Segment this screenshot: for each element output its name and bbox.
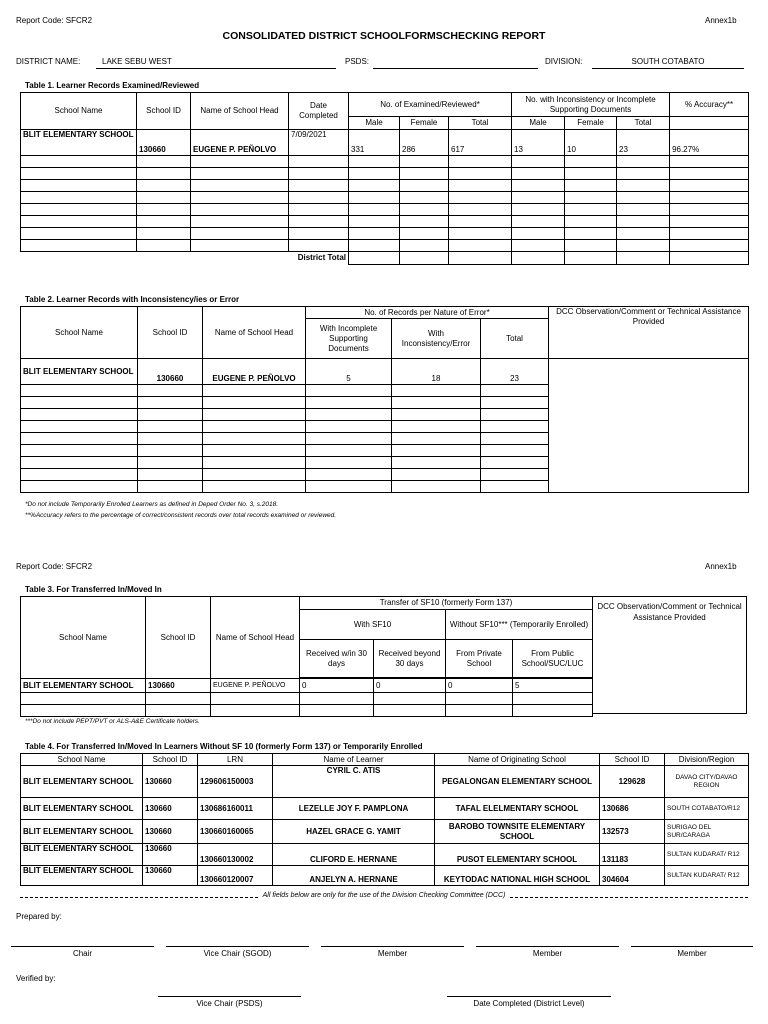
t4-origin-id: 304604 bbox=[600, 866, 665, 886]
t4-origin-id: 129628 bbox=[600, 766, 665, 798]
dcc-line-text-wrap bbox=[0, 892, 768, 899]
t2-h-head: Name of School Head bbox=[203, 307, 306, 359]
district-label: DISTRICT NAME: bbox=[16, 57, 81, 66]
psds-label: PSDS: bbox=[345, 57, 370, 66]
sig-chair[interactable] bbox=[11, 946, 154, 958]
t4-lrn: 130660130002 bbox=[198, 844, 273, 866]
t1-in-total: 23 bbox=[617, 130, 670, 156]
t3-h-within30: Received w/in 30 days bbox=[300, 640, 374, 678]
t3-empty-row bbox=[21, 693, 593, 705]
t2-h-school: School Name bbox=[21, 307, 138, 359]
t3-h-private: From Private School bbox=[446, 640, 513, 678]
t1-head: EUGENE P. PEÑOLVO bbox=[191, 130, 289, 156]
t1-h-school: School Name bbox=[21, 93, 137, 130]
page-title: CONSOLIDATED DISTRICT SCHOOLFORMSCHECKING REPORT bbox=[222, 30, 546, 42]
t3-h-transfer: Transfer of SF10 (formerly Form 137) bbox=[300, 597, 593, 610]
annex-label: Annex1b bbox=[705, 16, 737, 25]
sig-vice-chair-psds-label: Vice Chair (PSDS) bbox=[196, 999, 263, 1008]
t4-origin: PUSOT ELEMENTARY SCHOOL bbox=[435, 844, 600, 866]
table2-caption: Table 2. Learner Records with Inconsistency/ies or Error bbox=[25, 295, 240, 304]
t3-h-dcc: DCC Observation/Comment or Technical Assistance Provided bbox=[597, 602, 742, 622]
report-code: Report Code: SFCR2 bbox=[16, 16, 93, 25]
t1-h-female2: Female bbox=[565, 117, 617, 130]
t3-h-public: From Public School/SUC/LUC bbox=[513, 640, 593, 678]
t4-row bbox=[21, 866, 749, 886]
t3-dcc-box bbox=[592, 596, 747, 714]
t4-origin-id: 132573 bbox=[600, 820, 665, 844]
t4-id: 130660 bbox=[143, 820, 198, 844]
prepared-by-label: Prepared by: bbox=[16, 912, 62, 921]
sig-chair-label: Chair bbox=[72, 949, 93, 958]
report-code-2: Report Code: SFCR2 bbox=[16, 562, 93, 571]
t1-h-female: Female bbox=[400, 117, 449, 130]
t2-h-id: School ID bbox=[138, 307, 203, 359]
t4-id: 130660 bbox=[143, 798, 198, 820]
t4-learner: CLIFORD E. HERNANE bbox=[273, 844, 435, 866]
t4-lrn: 129606150003 bbox=[198, 766, 273, 798]
sig-date-completed-label: Date Completed (District Level) bbox=[473, 999, 585, 1008]
t1-h-id: School ID bbox=[137, 93, 191, 130]
t3-note: ***Do not include PEPT/PVT or ALS-A&E Certificate holders. bbox=[25, 718, 200, 725]
t2-total: 23 bbox=[481, 359, 549, 385]
dcc-line-text: All fields below are only for the use of the Division Checking Committee (DCC) bbox=[260, 892, 509, 899]
t4-learner: LEZELLE JOY F. PAMPLONA bbox=[273, 798, 435, 820]
annex-label-2: Annex1b bbox=[705, 562, 737, 571]
t2-h-records: No. of Records per Nature of Error* bbox=[306, 307, 549, 319]
t2-dcc-cell bbox=[549, 359, 749, 493]
t4-learner: HAZEL GRACE G. YAMIT bbox=[273, 820, 435, 844]
t4-h-school: School Name bbox=[21, 754, 143, 766]
t1-h-total: Total bbox=[449, 117, 512, 130]
table3 bbox=[20, 596, 593, 717]
t4-lrn: 130660120007 bbox=[198, 866, 273, 886]
table4-caption: Table 4. For Transferred In/Moved In Learners Without SF 10 (formerly Form 137) or Temporarily Enrolled bbox=[25, 742, 423, 751]
sig-vice-chair-sgod[interactable] bbox=[166, 946, 309, 958]
t2-incomplete: 5 bbox=[306, 359, 392, 385]
sig-member-2-label: Member bbox=[532, 949, 563, 958]
t3-h-head: Name of School Head bbox=[211, 597, 300, 679]
t1-data-row bbox=[21, 130, 749, 156]
note-2: **%Accuracy refers to the percentage of correct/consistent records over total records examined or reviewed. bbox=[25, 512, 337, 519]
t1-empty-row bbox=[21, 156, 749, 168]
t3-within30: 0 bbox=[300, 679, 374, 693]
division-label: DIVISION: bbox=[545, 57, 583, 66]
t1-district-total-row bbox=[21, 252, 749, 265]
sig-member-1[interactable] bbox=[321, 946, 464, 958]
t4-lrn: 130686160011 bbox=[198, 798, 273, 820]
t2-id: 130660 bbox=[138, 359, 203, 385]
table2 bbox=[20, 306, 749, 493]
t4-division: DAVAO CITY/DAVAO REGION bbox=[665, 766, 749, 798]
t4-h-id: School ID bbox=[143, 754, 198, 766]
t4-division: SULTAN KUDARAT/ R12 bbox=[665, 844, 749, 866]
t4-division: SOUTH COTABATO/R12 bbox=[665, 798, 749, 820]
t3-h-id: School ID bbox=[146, 597, 211, 679]
sig-vice-chair-sgod-label: Vice Chair (SGOD) bbox=[203, 949, 272, 958]
t3-h-without: Without SF10*** (Temporarily Enrolled) bbox=[446, 610, 593, 640]
t1-in-female: 10 bbox=[565, 130, 617, 156]
t4-origin: KEYTODAC NATIONAL HIGH SCHOOL bbox=[435, 866, 600, 886]
t3-h-beyond30: Received beyond 30 days bbox=[374, 640, 446, 678]
t4-h-lrn: LRN bbox=[198, 754, 273, 766]
sig-member-3[interactable] bbox=[631, 946, 753, 958]
t1-h-total2: Total bbox=[617, 117, 670, 130]
t4-row bbox=[21, 820, 749, 844]
t3-public: 5 bbox=[513, 679, 593, 693]
t1-empty-row bbox=[21, 168, 749, 180]
sig-member-2[interactable] bbox=[476, 946, 619, 958]
sig-vice-chair-psds[interactable] bbox=[158, 996, 301, 1008]
t2-head: EUGENE P. PEÑOLVO bbox=[203, 359, 306, 385]
t1-empty-row bbox=[21, 192, 749, 204]
t3-school: BLIT ELEMENTARY SCHOOL bbox=[21, 679, 146, 693]
division-value: SOUTH COTABATO bbox=[631, 57, 705, 66]
t1-empty-row bbox=[21, 228, 749, 240]
t2-school: BLIT ELEMENTARY SCHOOL bbox=[21, 359, 138, 385]
t1-h-date: Date Completed bbox=[289, 93, 349, 130]
t1-ex-female: 286 bbox=[400, 130, 449, 156]
t4-h-origin-id: School ID bbox=[600, 754, 665, 766]
table1 bbox=[20, 92, 749, 265]
t4-h-origin: Name of Originating School bbox=[435, 754, 600, 766]
t4-learner: ANJELYN A. HERNANE bbox=[273, 866, 435, 886]
t1-ex-male: 331 bbox=[349, 130, 400, 156]
division-field[interactable] bbox=[592, 57, 744, 69]
psds-field[interactable] bbox=[373, 57, 538, 69]
t4-h-division: Division/Region bbox=[665, 754, 749, 766]
t4-id: 130660 bbox=[143, 844, 198, 866]
t3-h-with: With SF10 bbox=[300, 610, 446, 640]
t3-head: EUGENE P. PEÑOLVO bbox=[211, 679, 300, 693]
t4-division: SULTAN KUDARAT/ R12 bbox=[665, 866, 749, 886]
t1-empty-row bbox=[21, 240, 749, 252]
t3-id: 130660 bbox=[146, 679, 211, 693]
t4-origin: PEGALONGAN ELEMENTARY SCHOOL bbox=[435, 766, 600, 798]
t1-h-head: Name of School Head bbox=[191, 93, 289, 130]
t1-h-acc: % Accuracy** bbox=[670, 93, 749, 117]
t4-origin-id: 130686 bbox=[600, 798, 665, 820]
t4-id: 130660 bbox=[143, 866, 198, 886]
t1-empty-row bbox=[21, 204, 749, 216]
t4-h-learner: Name of Learner bbox=[273, 754, 435, 766]
table3-caption: Table 3. For Transferred In/Moved In bbox=[25, 585, 162, 594]
t4-lrn: 130660160065 bbox=[198, 820, 273, 844]
t4-school: BLIT ELEMENTARY SCHOOL bbox=[21, 844, 143, 866]
t3-data-row bbox=[21, 679, 593, 693]
t1-empty-row bbox=[21, 180, 749, 192]
t4-row bbox=[21, 844, 749, 866]
t4-school: BLIT ELEMENTARY SCHOOL bbox=[21, 766, 143, 798]
t4-school: BLIT ELEMENTARY SCHOOL bbox=[21, 820, 143, 844]
district-value: LAKE SEBU WEST bbox=[102, 57, 172, 66]
t4-division: SURIGAO DEL SUR/CARAGA bbox=[665, 820, 749, 844]
t1-in-male: 13 bbox=[512, 130, 565, 156]
t1-h-male2: Male bbox=[512, 117, 565, 130]
t4-school: BLIT ELEMENTARY SCHOOL bbox=[21, 866, 143, 886]
t2-incons: 18 bbox=[392, 359, 481, 385]
t4-school: BLIT ELEMENTARY SCHOOL bbox=[21, 798, 143, 820]
t1-h-male: Male bbox=[349, 117, 400, 130]
t4-origin: BAROBO TOWNSITE ELEMENTARY SCHOOL bbox=[435, 820, 600, 844]
t1-acc: 96.27% bbox=[670, 130, 749, 156]
sig-date-completed[interactable] bbox=[447, 996, 611, 1008]
t3-beyond30: 0 bbox=[374, 679, 446, 693]
t2-h-incomplete: With Incomplete Supporting Documents bbox=[306, 319, 392, 359]
t2-h-incons: With Inconsistency/Error bbox=[392, 319, 481, 359]
t4-id: 130660 bbox=[143, 766, 198, 798]
verified-by-label: Verified by: bbox=[16, 974, 56, 983]
t3-empty-row bbox=[21, 705, 593, 717]
table4 bbox=[20, 753, 749, 886]
t1-id: 130660 bbox=[137, 130, 191, 156]
t1-h-examined: No. of Examined/Reviewed* bbox=[349, 93, 512, 117]
t4-row bbox=[21, 766, 749, 798]
t1-school: BLIT ELEMENTARY SCHOOL bbox=[21, 130, 137, 156]
t1-district-total: District Total bbox=[21, 252, 349, 265]
t3-h-school: School Name bbox=[21, 597, 146, 679]
t1-h-incons: No. with Inconsistency or Incomplete Supporting Documents bbox=[512, 93, 670, 117]
district-field[interactable] bbox=[96, 57, 336, 69]
t1-empty-row bbox=[21, 216, 749, 228]
t2-h-dcc: DCC Observation/Comment or Technical Assistance Provided bbox=[549, 307, 749, 359]
t1-ex-total: 617 bbox=[449, 130, 512, 156]
t2-data-row bbox=[21, 359, 749, 385]
t4-header-row bbox=[21, 754, 749, 766]
t4-origin: TAFAL ELELMENTARY SCHOOL bbox=[435, 798, 600, 820]
t1-h-blank bbox=[670, 117, 749, 130]
t1-date: 7/09/2021 bbox=[289, 130, 349, 156]
table1-caption: Table 1. Learner Records Examined/Reviewed bbox=[25, 81, 200, 90]
note-1: *Do not include Temporarily Enrolled Learners as defined in Deped Order No. 3, s.2018. bbox=[25, 501, 279, 508]
t3-private: 0 bbox=[446, 679, 513, 693]
t2-h-total: Total bbox=[481, 319, 549, 359]
t4-row bbox=[21, 798, 749, 820]
t4-origin-id: 131183 bbox=[600, 844, 665, 866]
sig-member-1-label: Member bbox=[377, 949, 408, 958]
sig-member-3-label: Member bbox=[677, 949, 707, 958]
t4-learner: CYRIL C. ATIS bbox=[273, 766, 435, 798]
